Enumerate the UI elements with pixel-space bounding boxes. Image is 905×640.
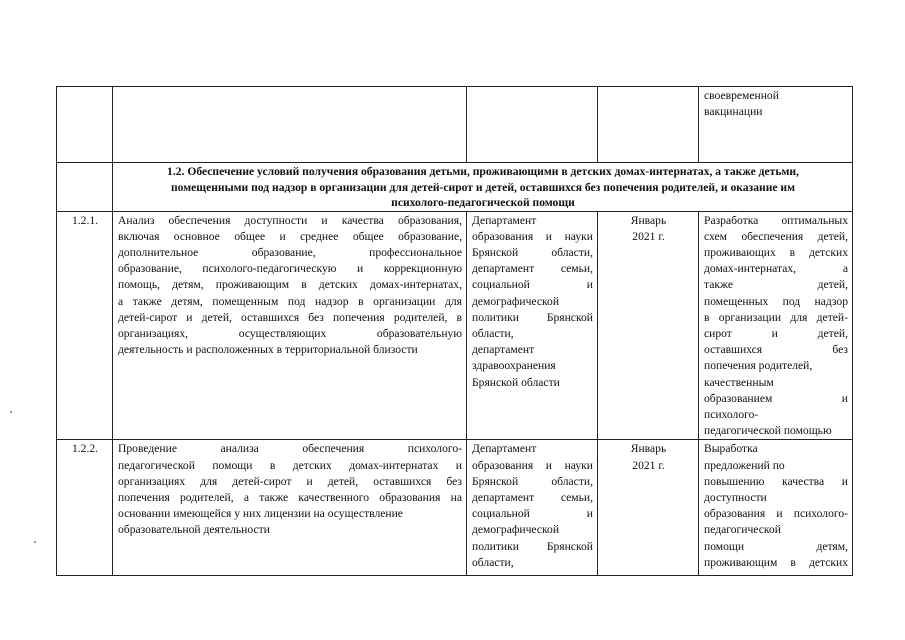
measure-line: организациях для детей-сирот и детей, оставшихся без [118, 474, 462, 488]
result-cell [699, 87, 853, 163]
executor-line: департамент семьи, [472, 490, 593, 504]
result-line: схем обеспечения детей, [704, 229, 848, 243]
executor-line: социальной и [472, 278, 593, 292]
result-line: качественным [704, 375, 774, 389]
result-text [699, 440, 853, 576]
executor-line: Департамент [472, 442, 537, 456]
measure-line: деятельность и расположенных в территориальной близости [118, 343, 418, 357]
result-line: повышению качества и [704, 474, 848, 488]
date-text [598, 440, 699, 576]
section-title-line: помещенными под надзор в организации для детей-сирот и детей, оставшихся без попечения родителей, и оказание им [170, 180, 795, 194]
result-line: проживающих в детских [704, 245, 848, 259]
executor-text [467, 211, 598, 440]
number-cell [57, 87, 113, 163]
executor-line: Брянской области, [472, 474, 593, 488]
executor-cell [467, 87, 598, 163]
executor-line: области, [472, 555, 514, 569]
scan-speck [34, 541, 36, 543]
result-line: Разработка оптимальных [704, 213, 848, 227]
result-line: образованием и [704, 391, 848, 405]
measure-line: образование, психолого-педагогическую и коррекционную [118, 262, 462, 276]
result-line: Выработка [704, 442, 758, 456]
executor-line: политики Брянской [472, 539, 593, 553]
executor-line: образования и науки [472, 229, 593, 243]
table-row [57, 211, 853, 440]
measure-line: помощь, детям, проживающим в детских домах-интернатах, [118, 278, 462, 292]
executor-line: здравоохранения [472, 359, 556, 373]
result-line: доступности [704, 490, 767, 504]
executor-line: департамент [472, 343, 535, 357]
measure-text [113, 211, 467, 440]
measure-line: педагогической помощи в детских домах-интернатах и [118, 458, 462, 472]
date-cell [598, 87, 699, 163]
result-line: помещенных под надзор [704, 294, 848, 308]
executor-line: политики Брянской [472, 310, 593, 324]
table-row [57, 440, 853, 576]
measure-line: образовательной деятельности [118, 523, 270, 537]
section-title-line: 1.2. Обеспечение условий получения образования детьми, проживающими в детских домах-интернатах, а также детьми, [167, 165, 799, 178]
executor-line: департамент семьи, [472, 262, 593, 276]
measure-line: Анализ обеспечения доступности и качества образования, [118, 213, 462, 227]
result-text [699, 211, 853, 440]
result-line: предложений по [704, 458, 785, 472]
date-line: 2021 г. [632, 458, 665, 472]
executor-line: демографической [472, 523, 560, 537]
measure-line: дополнительное образование, профессиональное [118, 245, 462, 259]
action-plan-table [56, 86, 853, 576]
result-line: в организации для детей- [704, 310, 848, 324]
item-number: 1.2.2. [57, 440, 113, 576]
executor-line: Брянской области [472, 375, 560, 389]
section-title [113, 163, 853, 212]
executor-text [467, 440, 598, 576]
item-number: 1.2.1. [57, 211, 113, 440]
executor-line: социальной и [472, 507, 593, 521]
number-cell [57, 163, 113, 212]
result-line: проживающим в детских [704, 555, 848, 569]
executor-line: области, [472, 326, 514, 340]
result-line: педагогической помощью [704, 424, 832, 438]
measure-line: основании имеющейся у них лицензии на осуществление [118, 507, 403, 521]
executor-line: демографической [472, 294, 560, 308]
executor-line: Брянской области, [472, 245, 593, 259]
executor-line: образования и науки [472, 458, 593, 472]
result-line: психолого- [704, 407, 759, 421]
measure-cell [113, 87, 467, 163]
section-title-line: психолого-педагогической помощи [391, 196, 575, 209]
result-line: вакцинации [704, 105, 763, 119]
date-line: 2021 г. [632, 229, 665, 243]
measure-line: детей-сирот и детей, оставшихся без попечения родителей, в [118, 310, 462, 324]
measure-line: а также детям, помещенным под надзор в организации для [118, 294, 462, 308]
result-line: также детей, [704, 278, 848, 292]
result-line: образования и психолого- [704, 507, 848, 521]
executor-line: Департамент [472, 213, 537, 227]
date-text [598, 211, 699, 440]
section-header-row [57, 163, 853, 212]
result-line: попечения родителей, [704, 359, 813, 373]
result-line: своевременной [704, 89, 779, 102]
table-row-continued [57, 87, 853, 163]
scan-speck [10, 411, 12, 413]
measure-text [113, 440, 467, 576]
measure-line: организациях, осуществляющих образовательную [118, 326, 462, 340]
measure-line: включая основное общее и среднее общее образование, [118, 229, 462, 243]
result-line: домах-интернатах, а [704, 262, 848, 276]
result-line: помощи детям, [704, 539, 848, 553]
date-line: Январь [630, 442, 667, 456]
result-line: сирот и детей, [704, 326, 848, 340]
result-line: педагогической [704, 523, 781, 537]
date-line: Январь [630, 213, 667, 227]
result-line: оставшихся без [704, 343, 848, 357]
measure-line: попечения родителей, а также качественного образования на [118, 490, 462, 504]
measure-line: Проведение анализа обеспечения психолого- [118, 442, 462, 456]
